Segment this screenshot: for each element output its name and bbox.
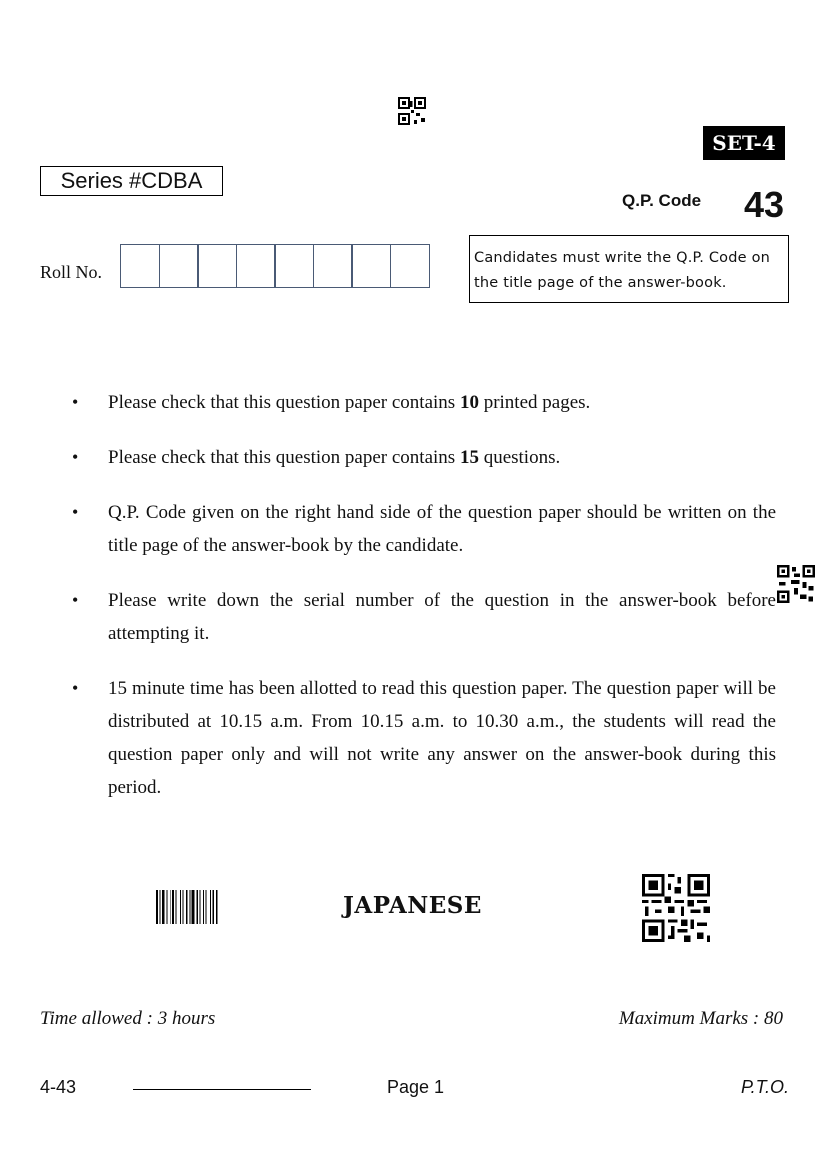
- qr-code-icon: [398, 97, 426, 125]
- roll-number-box[interactable]: [120, 244, 160, 288]
- footer-page-number: Page 1: [387, 1077, 445, 1097]
- barcode-bar: [156, 890, 158, 924]
- barcode-bar: [212, 890, 214, 924]
- roll-number-boxes[interactable]: [120, 244, 430, 288]
- qr-code-icon: [776, 565, 816, 603]
- qp-code-label: Q.P. Code: [622, 191, 702, 210]
- roll-number-box[interactable]: [159, 244, 199, 288]
- barcode-icon: [156, 890, 224, 924]
- barcode-bar: [182, 890, 183, 924]
- qp-code-value: 43: [744, 184, 785, 225]
- barcode-bar: [216, 890, 218, 924]
- roll-number-box[interactable]: [274, 244, 314, 288]
- footer-pto: P.T.O.: [740, 1077, 789, 1097]
- footer-divider: [133, 1089, 311, 1090]
- notice-line: Candidates must write the Q.P. Code on: [474, 250, 771, 266]
- series-label: Series #CDBA: [40, 166, 223, 196]
- roll-number-box[interactable]: [351, 244, 391, 288]
- barcode-bar: [180, 890, 181, 924]
- roll-number-box[interactable]: [313, 244, 353, 288]
- instructions-list: [70, 386, 776, 826]
- roll-number-box[interactable]: [197, 244, 237, 288]
- barcode-bar: [203, 890, 204, 924]
- barcode-bar: [189, 890, 190, 924]
- set-badge: SET-4: [703, 126, 785, 160]
- roll-number-box[interactable]: [236, 244, 276, 288]
- time-allowed: Time allowed : 3 hours: [40, 1008, 216, 1029]
- barcode-bar: [186, 890, 188, 924]
- barcode-bar: [200, 890, 201, 924]
- subject-title: JAPANESE: [343, 892, 482, 919]
- barcode-bar: [170, 890, 171, 924]
- instruction-item: • Please check that this question paper contains 15 questions.: [70, 441, 776, 474]
- instruction-item: • 15 minute time has been allotted to read this question paper. The question paper will be distributed at 10.15 a.m. From 10.15 a.m. to 10.30 a.m., the students will read the question paper only and will not write any answer on the answer-book during this period.: [70, 672, 776, 804]
- instruction-item: • Please check that this question paper contains 10 printed pages.: [70, 386, 776, 419]
- barcode-bar: [162, 890, 165, 924]
- instruction-item: • Please write down the serial number of the question in the answer-book before attempting it.: [70, 584, 776, 650]
- roll-number-label: Roll No.: [40, 262, 103, 282]
- barcode-bar: [196, 890, 198, 924]
- barcode-bar: [176, 890, 177, 924]
- notice-line: the title page of the answer-book.: [474, 275, 727, 291]
- barcode-bar: [172, 890, 174, 924]
- roll-number-box[interactable]: [390, 244, 430, 288]
- barcode-bar: [166, 890, 167, 924]
- barcode-bar: [192, 890, 195, 924]
- maximum-marks: Maximum Marks : 80: [618, 1008, 783, 1029]
- instruction-item: • Q.P. Code given on the right hand side of the question paper should be written on the title page of the answer-book by the candidate.: [70, 496, 776, 562]
- barcode-bar: [159, 890, 160, 924]
- qr-code-icon: [641, 874, 711, 942]
- barcode-bar: [205, 890, 206, 924]
- footer-paper-code: 4-43: [40, 1077, 77, 1097]
- barcode-bar: [210, 890, 211, 924]
- qp-code-notice: [469, 235, 789, 303]
